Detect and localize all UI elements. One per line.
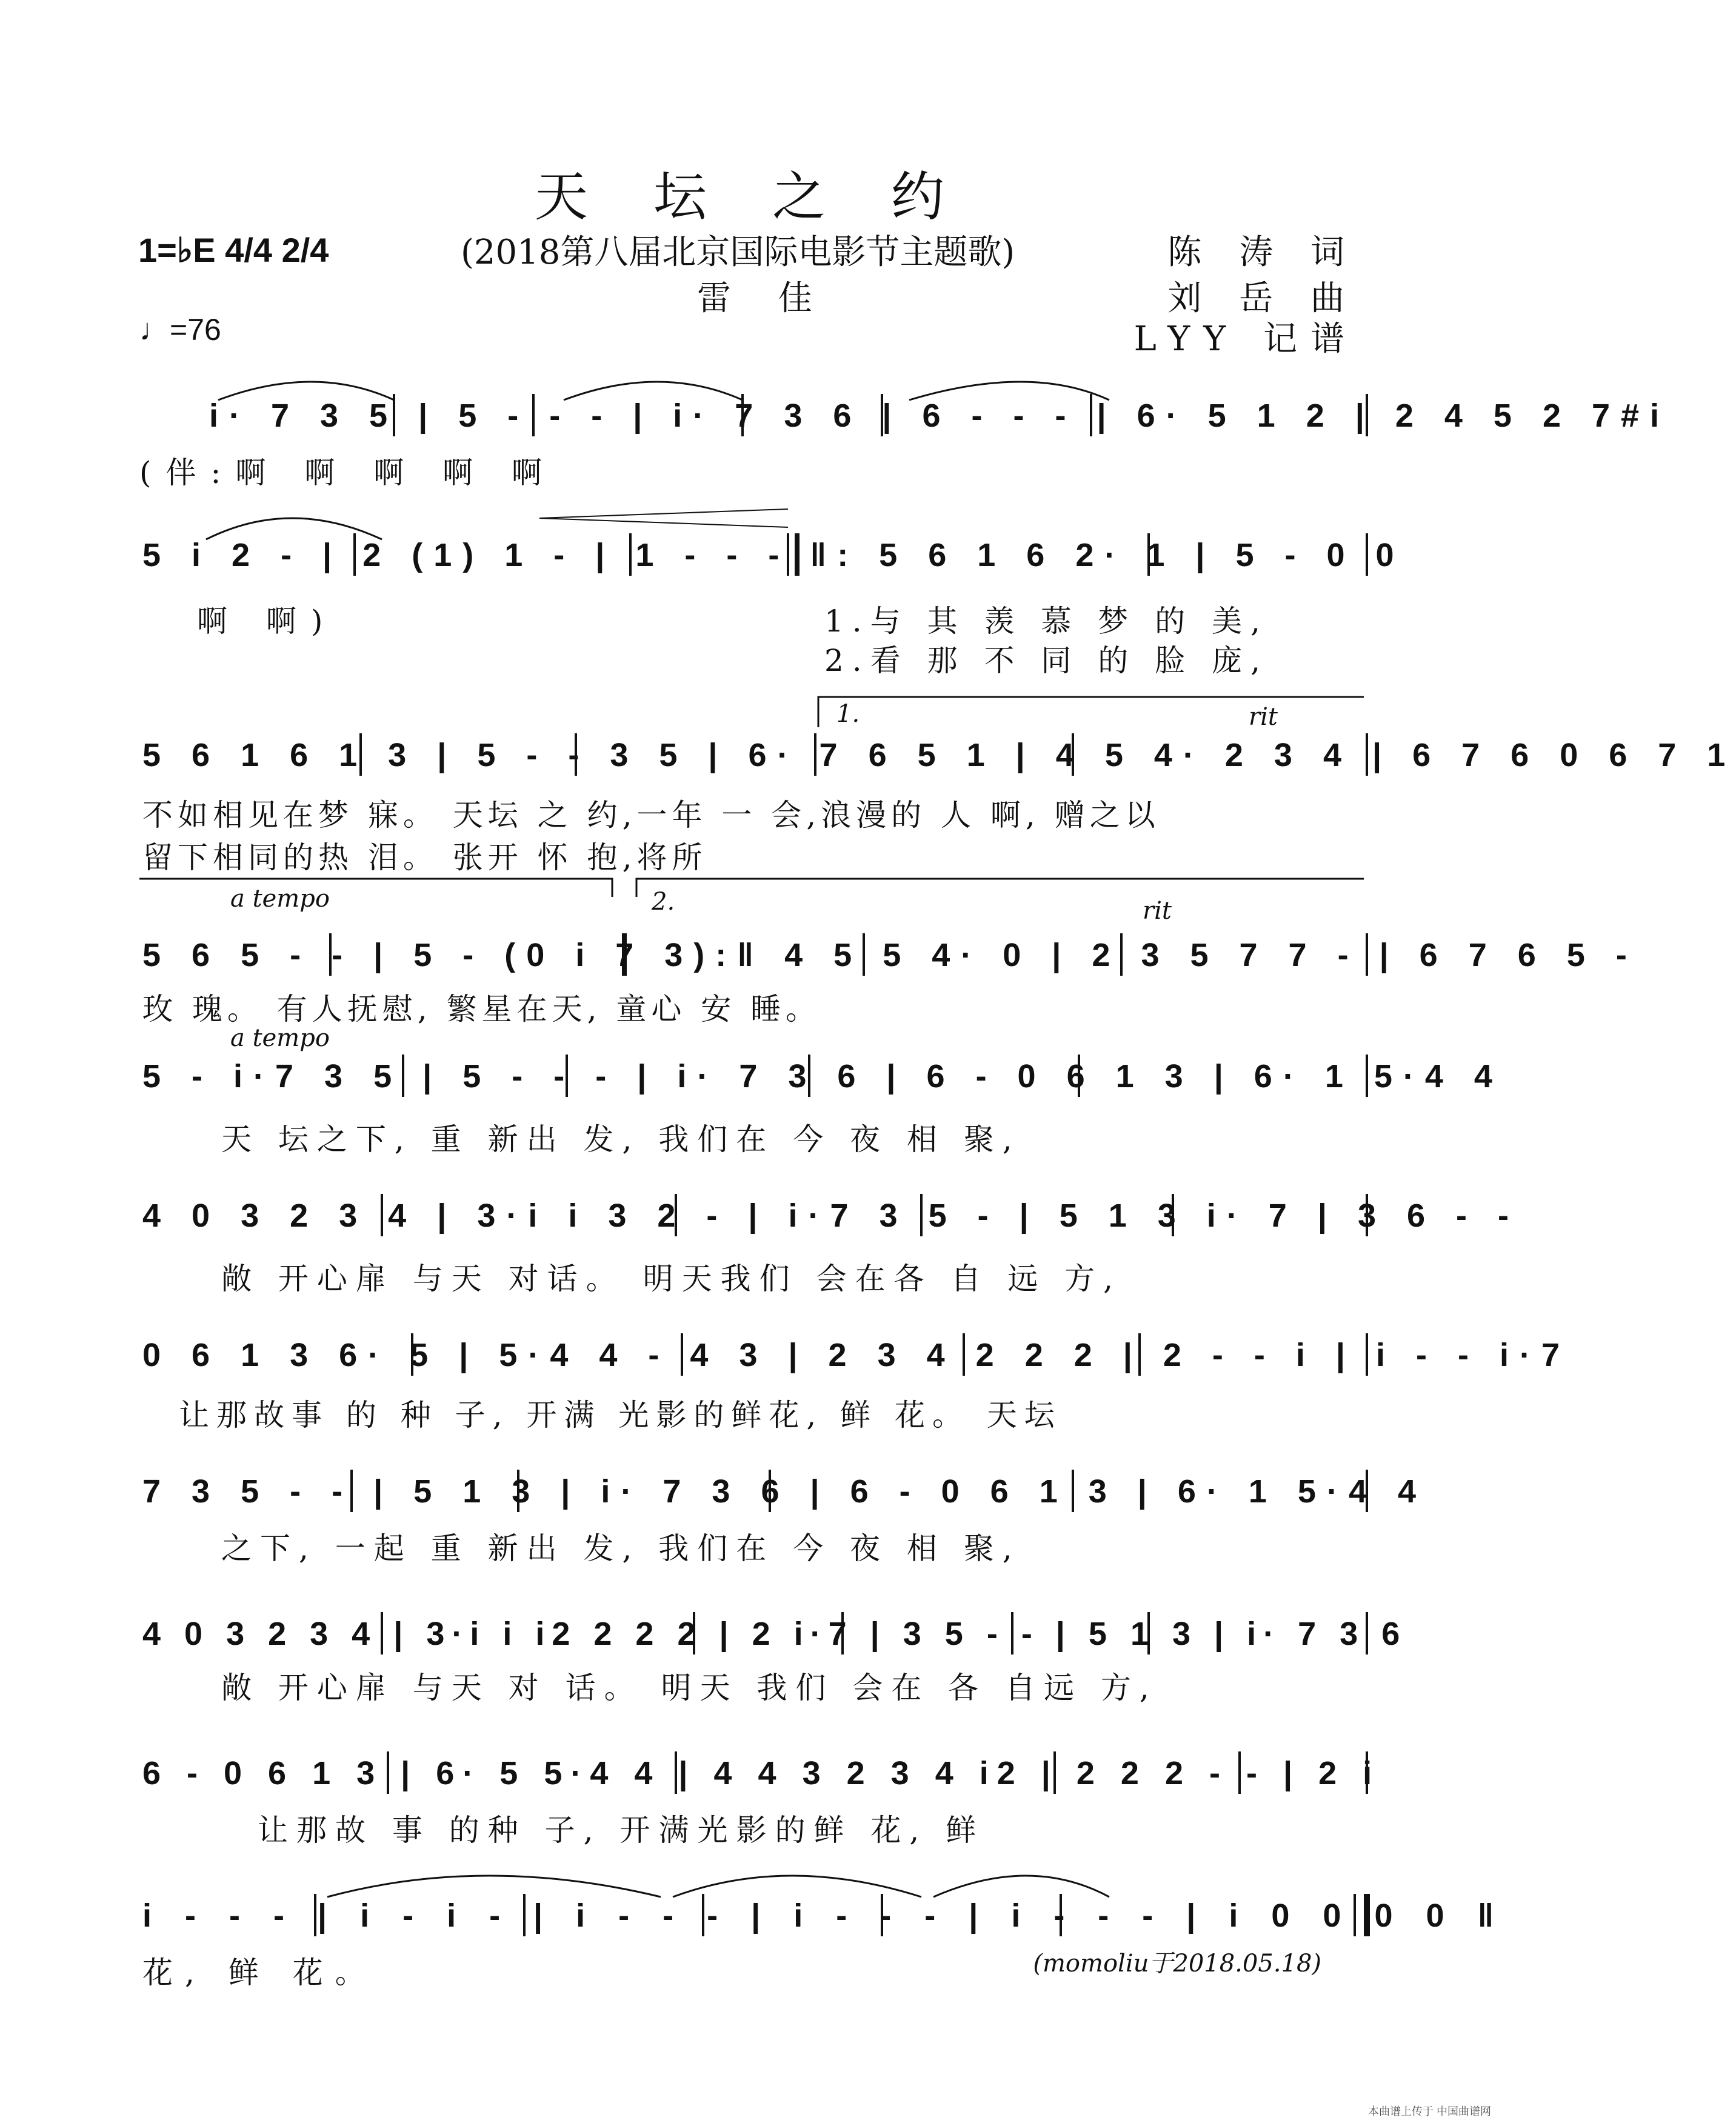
lyric-row-10: 让那故 事 的种 子, 开满光影的鲜 花, 鲜 bbox=[258, 1813, 985, 1848]
notation-row-4: 5 6 5 - - | 5 - (0 i 7 3):‖ 4 5 5 4· 0 | 2 3 5 7 7 - | 6 7 6 5 - bbox=[142, 937, 1638, 973]
lyric-row-6: 敞 开心扉 与天 对话。 明天我们 会在各 自 远 方, bbox=[221, 1261, 1122, 1296]
lyric-row-5: 天 坛之下, 重 新出 发, 我们在 今 夜 相 聚, bbox=[221, 1122, 1021, 1157]
notation-row-1: i· 7 3 5 | 5 - - - | i· 7 3 6 | 6 - - - | 6· 5 1 2 | 2 4 5 2 7#i bbox=[209, 398, 1671, 434]
singer: 雷 佳 bbox=[697, 279, 830, 318]
rit-marking-1: rit bbox=[1249, 703, 1278, 731]
lyric-row-9: 敞 开心扉 与天 对 话。 明天 我们 会在 各 自远 方, bbox=[221, 1670, 1158, 1705]
page-title: 天 坛 之 约 bbox=[535, 165, 969, 228]
notation-row-9: 4 0 3 2 3 4 | 3·i i i2 2 2 2 | 2 i·7 | 3 5 - - | 5 1 3 | i· 7 3 6 bbox=[142, 1616, 1407, 1652]
lyric-row-4: 玫 瑰。 有人抚慰, 繁星在天, 童心 安 睡。 bbox=[142, 991, 821, 1027]
lyricist-credit: 陈 涛 词 bbox=[1167, 233, 1358, 272]
lyric-row-2: 啊 啊) bbox=[197, 604, 338, 639]
notation-row-3: 5 6 1 6 1 3 | 5 - - 3 5 | 6· 7 6 5 1 | 4 5 4· 2 3 4 | 6 7 6 0 6 7 1 bbox=[142, 737, 1736, 773]
site-watermark: 本曲谱上传于 中国曲谱网 bbox=[1368, 2105, 1491, 2118]
lyric-row-8: 之下, 一起 重 新出 发, 我们在 今 夜 相 聚, bbox=[221, 1531, 1021, 1566]
transcriber-credit: LYY 记谱 bbox=[1133, 319, 1358, 359]
subtitle: (2018第八届北京国际电影节主题歌) bbox=[461, 233, 1015, 272]
notation-row-5: 5 - i·7 3 5 | 5 - - - | i· 7 3 6 | 6 - 0 6 1 3 | 6· 1 5·4 4 bbox=[142, 1058, 1503, 1095]
lyric-row-11: 花, 鲜 花。 bbox=[142, 1955, 378, 1990]
key-signature: 1=♭E 4/4 2/4 bbox=[138, 231, 329, 269]
volta-2-label: 2. bbox=[652, 888, 675, 916]
lyric-row-7: 让那故事 的 种 子, 开满 光影的鲜花, 鲜 花。 天坛 bbox=[179, 1398, 1062, 1433]
volta-1-label: 1. bbox=[836, 700, 860, 728]
a-tempo-marking-1: a tempo bbox=[230, 885, 330, 913]
transcriber-signature: (momoliu于2018.05.18) bbox=[1033, 1950, 1321, 1978]
notation-row-10: 6 - 0 6 1 3 | 6· 5 5·4 4 | 4 4 3 2 3 4 i2 | 2 2 2 - - | 2 i bbox=[142, 1755, 1381, 1791]
rit-marking-2: rit bbox=[1143, 897, 1172, 925]
notation-row-6: 4 0 3 2 3 4 | 3·i i 3 2 - | i·7 3 5 - | 5 1 3 i· 7 | 3 6 - - bbox=[142, 1198, 1520, 1234]
lyric-row-2-verse-1: 1.与 其 羡 慕 梦 的 美, bbox=[824, 604, 1269, 639]
notation-row-2: 5 i 2 - | 2 (1) 1 - | 1 - - - ‖: 5 6 1 6 2· 1 | 5 - 0 0 bbox=[142, 537, 1405, 573]
notation-row-8: 7 3 5 - - | 5 1 3 | i· 7 3 6 | 6 - 0 6 1 3 | 6· 1 5·4 4 bbox=[142, 1473, 1427, 1510]
lyric-row-3-verse-1: 不如相见在梦 寐。 天坛 之 约,一年 一 会,浪漫的 人 啊, 赠之以 bbox=[142, 798, 1160, 833]
notation-row-11: i - - - | i - i - | i - - - | i - - - | i - - - | i 0 0 0 0 ‖ bbox=[142, 1898, 1506, 1934]
composer-credit: 刘 岳 曲 bbox=[1167, 279, 1358, 318]
tempo-marking: ♩=76 bbox=[139, 313, 221, 347]
lyric-row-2-verse-2: 2.看 那 不 同 的 脸 庞, bbox=[824, 643, 1269, 678]
a-tempo-marking-2: a tempo bbox=[230, 1024, 330, 1052]
notation-row-7: 0 6 1 3 6· 5 | 5·4 4 - 4 3 | 2 3 4 2 2 2 | 2 - - i | i - - i·7 bbox=[142, 1337, 1571, 1373]
lyric-row-3-verse-2: 留下相同的热 泪。 张开 怀 抱,将所 bbox=[142, 840, 707, 875]
lyric-row-1: (伴:啊 啊 啊 啊 啊 bbox=[139, 455, 556, 490]
